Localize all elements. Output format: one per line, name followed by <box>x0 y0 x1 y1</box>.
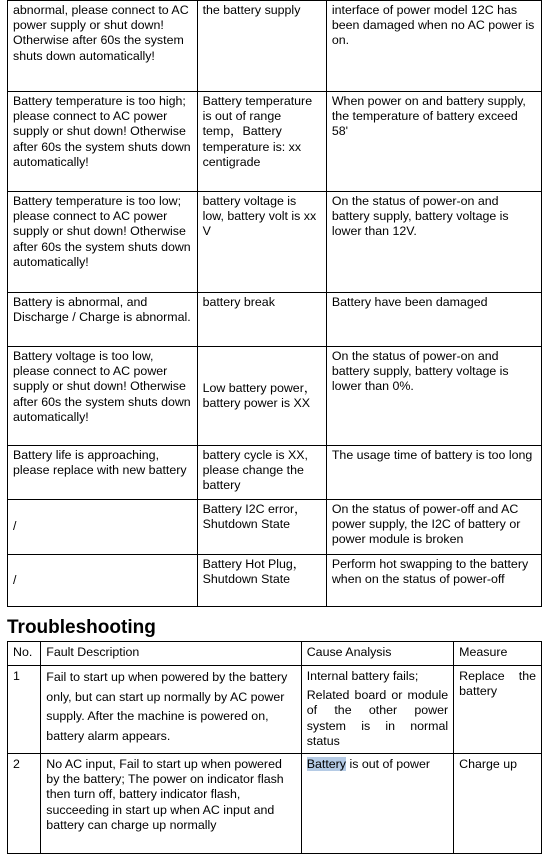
alarm-message: Battery temperature is too high; please connect to AC power supply or shut down! Otherwise after 60s the system shuts down automatically! <box>8 92 198 192</box>
highlighted-text: Battery <box>306 757 346 771</box>
table-row <box>8 500 542 555</box>
fault-text: Fail to start up when powered by the battery only, but can start up normally by AC power supply. After the machine is powered on, battery alarm appears. <box>46 670 288 743</box>
alarm-cause: The usage time of battery is too long <box>326 446 541 500</box>
alarm-detail: battery break <box>197 293 326 347</box>
alarm-detail: battery cycle is XX, please change the battery <box>197 446 326 500</box>
alarm-cause: On the status of power-on and battery supply, battery voltage is lower than 12V. <box>326 192 541 293</box>
alarm-cause: When power on and battery supply, the temperature of battery exceed 58' <box>326 92 541 192</box>
cause-analysis <box>301 754 453 854</box>
table-row <box>8 1 542 92</box>
alarm-message: / <box>8 500 198 555</box>
table-row <box>8 555 542 607</box>
alarm-message: Battery is abnormal, and Discharge / Charge is abnormal. <box>8 293 198 347</box>
row-no: 1 <box>8 666 41 754</box>
alarm-detail: battery voltage is low, battery volt is xx V <box>197 192 326 293</box>
alarm-message: / <box>8 555 198 607</box>
troubleshooting-table <box>7 641 542 854</box>
cause-analysis <box>301 666 453 754</box>
alarm-message: Battery voltage is too low, please connect to AC power supply or shut down! Otherwise after 60s the system shuts down automatically! <box>8 347 198 446</box>
alarm-cause: Perform hot swapping to the battery when on the status of power-off <box>326 555 541 607</box>
header-fault: Fault Description <box>41 642 301 666</box>
section-heading: Troubleshooting <box>7 617 156 638</box>
alarm-detail: Battery temperature is out of range temp，Battery temperature is: xx centigrade <box>197 92 326 192</box>
table-row <box>8 666 542 754</box>
header-measure: Measure <box>454 642 542 666</box>
alarm-message: abnormal, please connect to AC power supply or shut down! Otherwise after 60s the system shuts down automatically! <box>8 1 198 92</box>
table-row <box>8 754 542 854</box>
fault-description: No AC input, Fail to start up when powered by the battery; The power on indicator flash then turn off, battery indicator flash, succeeding in start up when AC input and battery can charge up normally <box>41 754 301 854</box>
measure: Charge up <box>454 754 542 854</box>
header-cause: Cause Analysis <box>301 642 453 666</box>
fault-description <box>41 666 301 754</box>
cause-line: Internal battery fails; <box>306 669 419 683</box>
cause-text: is out of power <box>346 757 431 771</box>
table-row <box>8 446 542 500</box>
alarm-cause: Battery have been damaged <box>326 293 541 347</box>
battery-alarm-table <box>7 0 542 607</box>
cause-line: Related board or module of the other power system is in normal status <box>306 688 449 748</box>
alarm-cause: On the status of power-on and battery supply, battery voltage is lower than 0%. <box>326 347 541 446</box>
alarm-message: Battery life is approaching, please replace with new battery <box>8 446 198 500</box>
measure: Replace the battery <box>454 666 542 754</box>
table-row <box>8 92 542 192</box>
table-row <box>8 347 542 446</box>
row-no: 2 <box>8 754 41 854</box>
table-row <box>8 192 542 293</box>
alarm-cause: On the status of power-off and AC power supply, the I2C of battery or power module is broken <box>326 500 541 555</box>
table-header-row <box>8 642 542 666</box>
alarm-detail: Low battery power，battery power is XX <box>197 347 326 446</box>
table-row <box>8 293 542 347</box>
header-no: No. <box>8 642 41 666</box>
alarm-detail: Battery Hot Plug，Shutdown State <box>197 555 326 607</box>
alarm-detail: Battery I2C error，Shutdown State <box>197 500 326 555</box>
alarm-cause: interface of power model 12C has been damaged when no AC power is on. <box>326 1 541 92</box>
alarm-detail: the battery supply <box>197 1 326 92</box>
alarm-message: Battery temperature is too low; please connect to AC power supply or shut down! Otherwise after 60s the system shuts down automatically! <box>8 192 198 293</box>
